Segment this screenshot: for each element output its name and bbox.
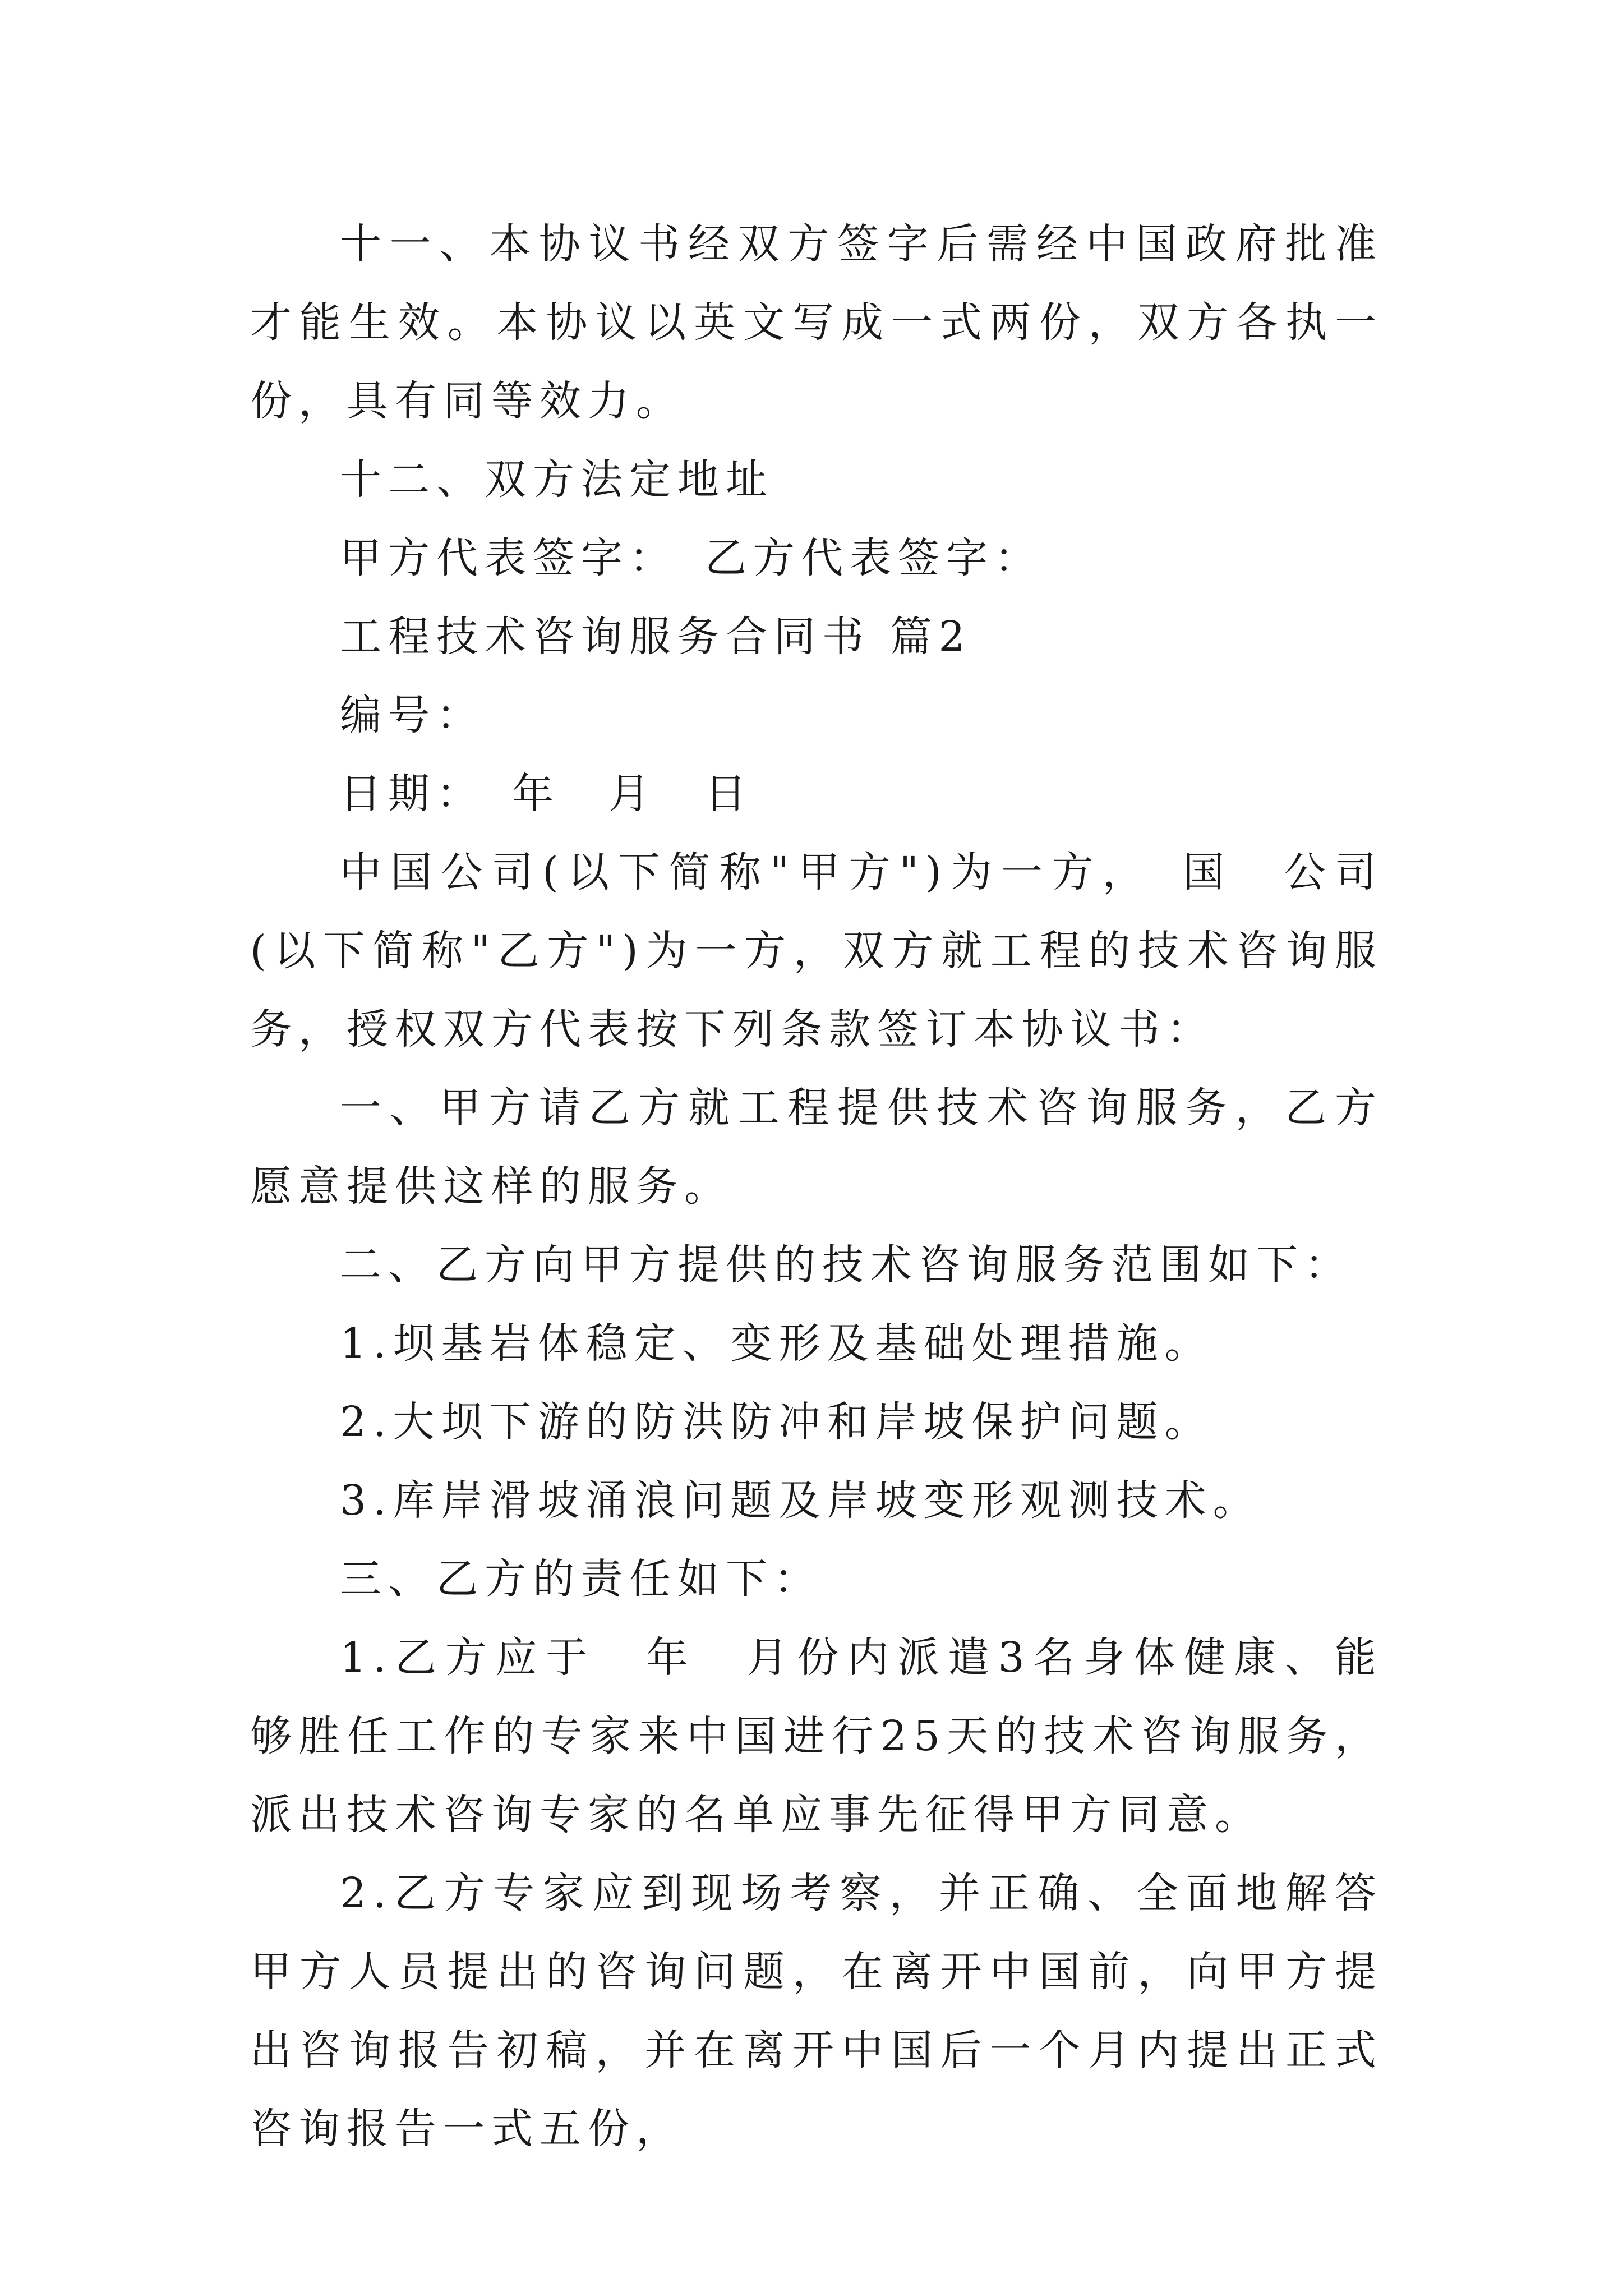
clause-3: 三、乙方的责任如下：: [340, 1555, 822, 1603]
clause-2: 二、乙方向甲方提供的技术咨询服务范围如下：: [340, 1241, 1353, 1289]
clause-1: 一、甲方请乙方就工程提供技术咨询服务，乙方愿意提供这样的服务。: [250, 1084, 1383, 1211]
document-page: [250, 205, 1383, 2168]
section-title: 工程技术咨询服务合同书 篇2: [340, 613, 972, 661]
contract-number: 编号：: [340, 691, 485, 739]
contract-date: 日期： 年 月 日: [340, 770, 753, 818]
clause-3-item-1: 1.乙方应于 年 月份内派遣3名身体健康、能够胜任工作的专家来中国进行25天的技术咨询服务，派出技术咨询专家的名单应事先征得甲方同意。: [250, 1634, 1383, 1839]
parties-intro: 中国公司(以下简称"甲方")为一方， 国 公司(以下简称"乙方")为一方，双方就工程的技术咨询服务，授权双方代表按下列条款签订本协议书：: [250, 848, 1383, 1053]
clause-11: 十一、本协议书经双方签字后需经中国政府批准才能生效。本协议以英文写成一式两份，双方各执一份，具有同等效力。: [250, 220, 1383, 425]
clause-12-address: 十二、双方法定地址: [340, 455, 774, 504]
clause-2-item-3: 3.库岸滑坡涌浪问题及岸坡变形观测技术。: [340, 1476, 1261, 1525]
clause-3-item-2: 2.乙方专家应到现场考察，并正确、全面地解答甲方人员提出的咨询问题，在离开中国前，向甲方提出咨询报告初稿，并在离开中国后一个月内提出正式咨询报告一式五份，: [250, 1869, 1383, 2153]
clause-2-item-1: 1.坝基岩体稳定、变形及基础处理措施。: [340, 1319, 1213, 1368]
signature-line: 甲方代表签字： 乙方代表签字：: [340, 534, 1043, 582]
clause-2-item-2: 2.大坝下游的防洪防冲和岸坡保护问题。: [340, 1398, 1213, 1446]
